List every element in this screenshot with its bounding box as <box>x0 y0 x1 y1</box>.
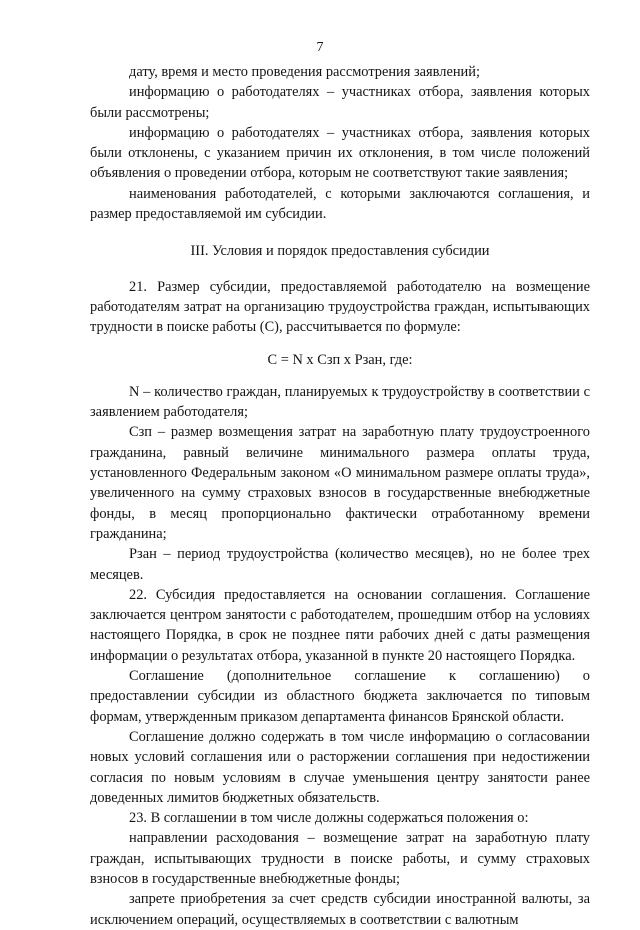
paragraph: Сзп – размер возмещения затрат на заработную плату трудоустроенного гражданина, равный величине минимального размера оплаты труда, установленного Федеральным законом «О минимальном размере оплаты труда», увеличенного на сумму страховых взносов в государственные внебюджетные фонды, в месяц пропорционально фактически отработанному времени гражданина; <box>90 424 590 542</box>
paragraph: 21. Размер субсидии, предоставляемой работодателю на возмещение работодателям затрат на организацию трудоустройства граждан, испытывающих трудности в поиске работы (С), рассчитывается по формуле: <box>90 278 590 336</box>
paragraph: Рзан – период трудоустройства (количество месяцев), но не более трех месяцев. <box>90 546 590 583</box>
paragraph: Соглашение (дополнительное соглашение к соглашению) о предоставлении субсидии из областного бюджета заключается по типовым формам, утвержденным приказом департамента финансов Брянской области. <box>90 668 590 725</box>
paragraph: информацию о работодателях – участниках отбора, заявления которых были рассмотрены; <box>90 84 590 121</box>
formula: С = N х Сзп х Рзан, где: <box>267 351 413 368</box>
paragraph: запрете приобретения за счет средств субсидии иностранной валюты, за исключением операций, осуществляемых в соответствии с валютным <box>90 891 590 928</box>
paragraph: информацию о работодателях – участниках отбора, заявления которых были отклонены, с указанием причин их отклонения, в том числе положений объявления о проведении отбора, которым не соответствуют такие заявления; <box>90 124 590 182</box>
paragraph: наименования работодателей, с которыми заключаются соглашения, и размер предоставляемой им субсидии. <box>90 185 590 223</box>
paragraph: дату, время и место проведения рассмотрения заявлений; <box>129 64 480 80</box>
paragraph: 22. Субсидия предоставляется на основании соглашения. Соглашение заключается центром занятости с работодателем, прошедшим отбор на условиях настоящего Порядка, в срок не позднее пяти рабочих дней с даты размещения информации о результатах отбора, указанной в пункте 20 настоящего Порядка. <box>90 586 590 664</box>
section-heading: III. Условия и порядок предоставления субсидии <box>190 243 490 260</box>
paragraph: Соглашение должно содержать в том числе информацию о согласовании новых условий соглашения или о расторжении соглашения при недостижении согласия по новым условиям в случае уменьшения центру занятости ранее доведенных лимитов бюджетных обязательств. <box>90 728 590 806</box>
paragraph: 23. В соглашении в том числе должны содержаться положения о: <box>129 810 529 827</box>
document-body <box>90 62 590 930</box>
paragraph: направлении расходования – возмещение затрат на заработную плату граждан, испытывающих трудности в поиске работы, и сумму страховых взносов в государственные внебюджетные фонды; <box>90 830 590 887</box>
page-number: 7 <box>316 40 324 55</box>
paragraph: N – количество граждан, планируемых к трудоустройству в соответствии с заявлением работодателя; <box>90 383 590 421</box>
